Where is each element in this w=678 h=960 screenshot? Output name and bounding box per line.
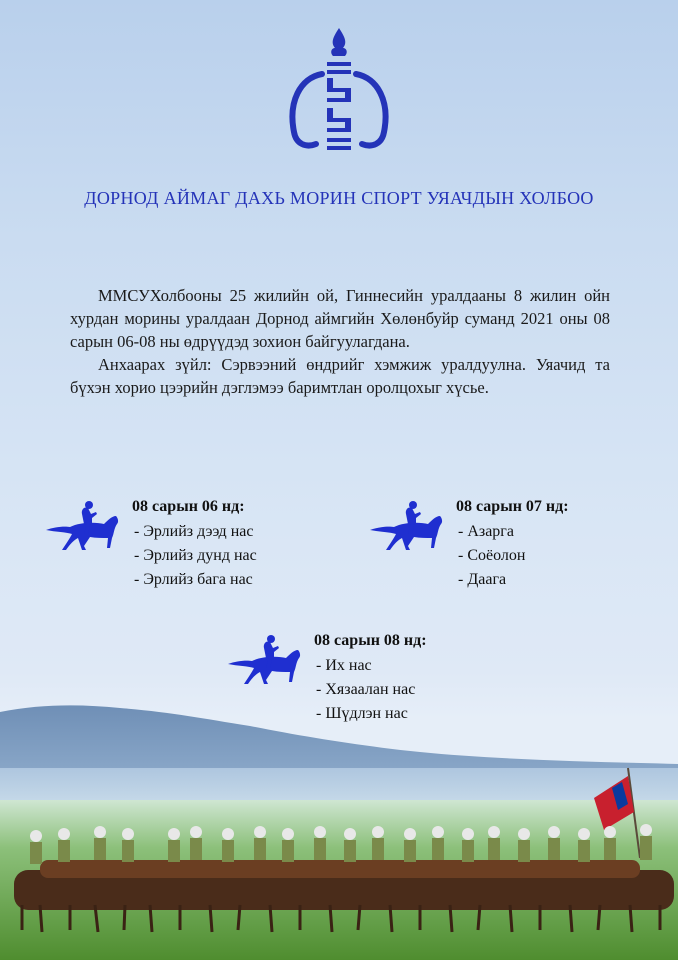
horse-rider-icon [44,500,122,554]
announcement-paragraph-2: Анхаарах зүйл: Сэрвээний өндрийг хэмжиж уралдуулна. Уяачид та бүхэн хорио цээрийн дэглэмээ баримтлан оролцохыг хүсье. [70,355,610,397]
schedule-date-day-2: 08 сарын 07 нд: [456,498,569,515]
list-item: - Соёолон [458,547,526,564]
horse-rider-icon [226,634,304,688]
list-item: - Азарга [458,523,514,540]
organization-title: ДОРНОД АЙМАГ ДАХЬ МОРИН СПОРТ УЯАЧДЫН ХОЛБОО [84,188,594,208]
horse-rider-icon [368,500,446,554]
soyombo-emblem-icon [278,26,400,156]
list-item: - Хязаалан нас [316,681,416,698]
list-item: - Даага [458,571,507,588]
schedule-items-day-1 [134,520,257,592]
schedule-date-day-1: 08 сарын 06 нд: [132,498,245,515]
schedule-date-day-3: 08 сарын 08 нд: [314,632,427,649]
list-item: - Эрлийз бага нас [134,571,253,588]
announcement-paragraph-1: ММСУХолбооны 25 жилийн ой, Гиннесийн уралдааны 8 жилин ойн хурдан морины уралдаан Дорнод аймгийн Хөлөнбуйр суманд 2021 оны 08 сарын 06-08 ны өдрүүдэд зохион байгуулагдана. [70,286,610,351]
list-item: - Эрлийз дээд нас [134,523,254,540]
list-item: - Эрлийз дунд нас [134,547,257,564]
organization-logo [278,26,400,156]
schedule-items-day-2 [458,520,525,592]
announcement-text [70,284,610,399]
steppe-horse-race-photo [0,690,678,960]
list-item: - Шүдлэн нас [316,705,408,722]
list-item: - Их нас [316,657,372,674]
